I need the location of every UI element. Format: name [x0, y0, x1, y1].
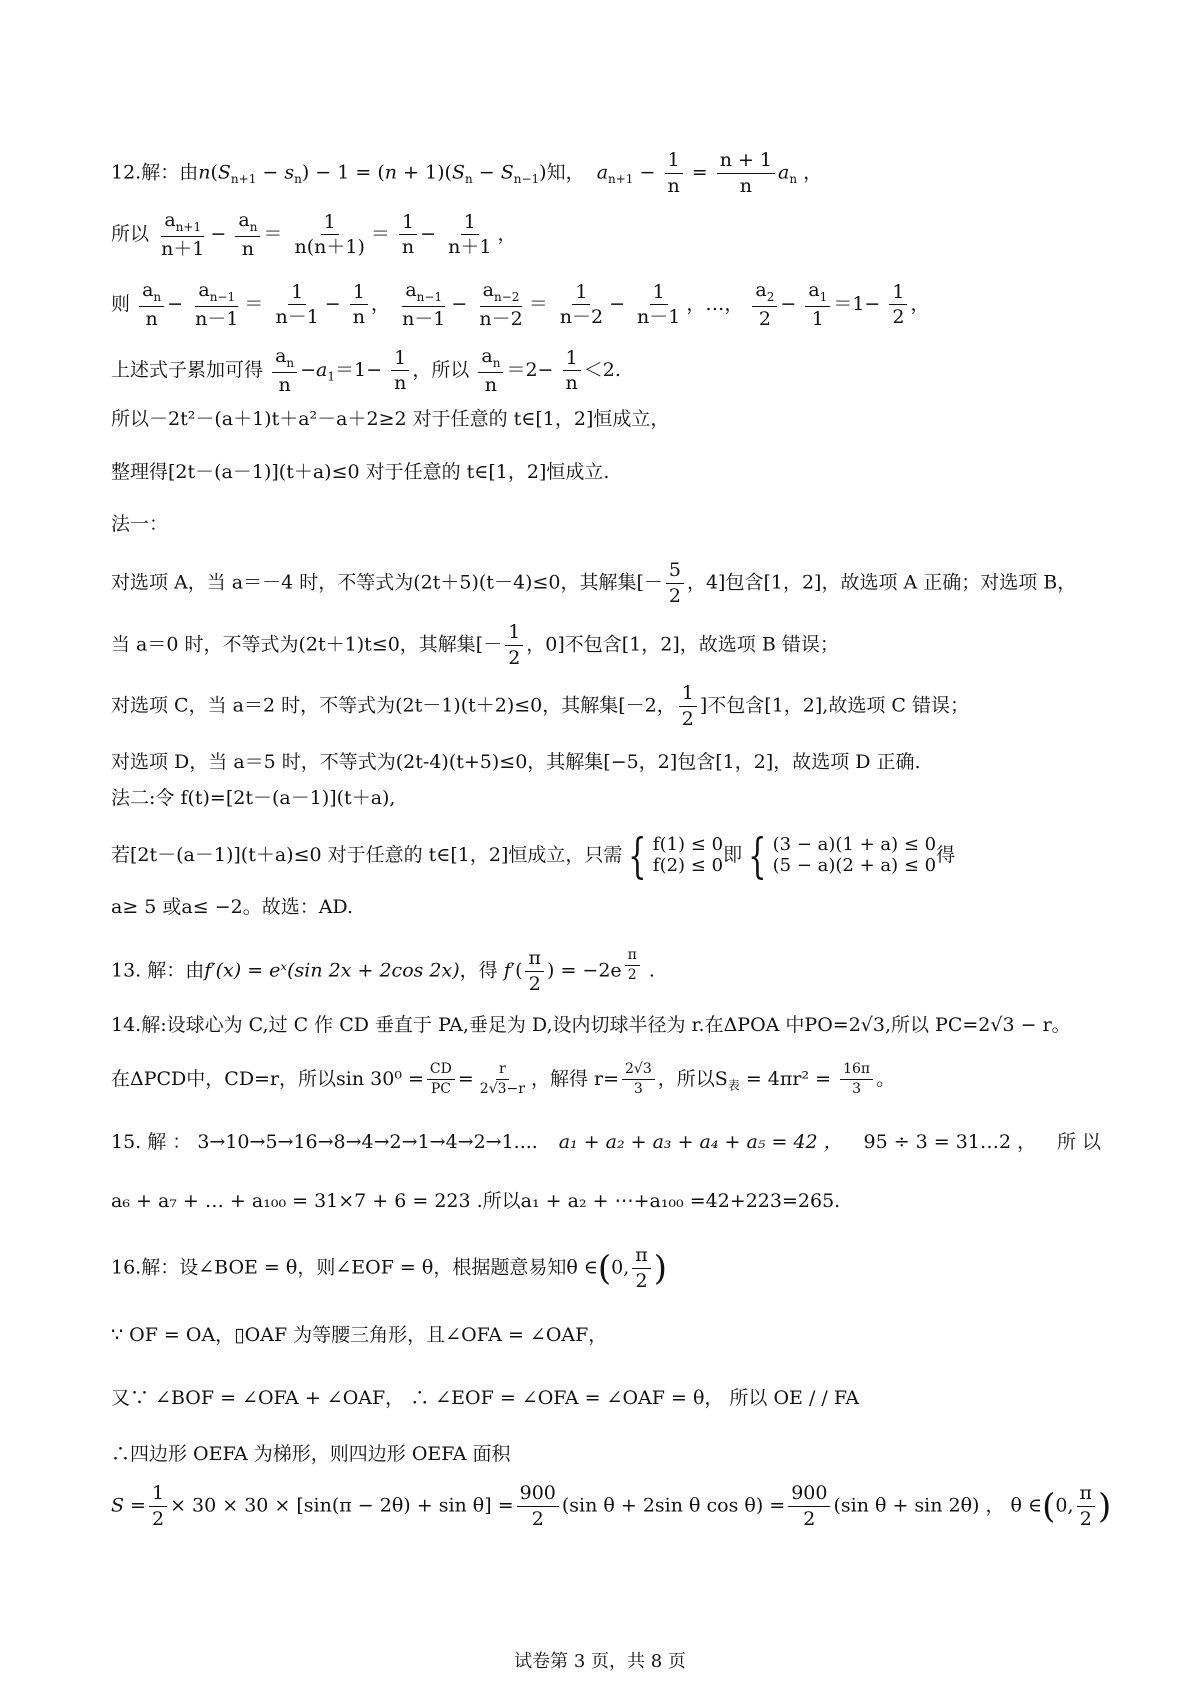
- fraction: $\frac{1}{2}$: [149, 1483, 167, 1530]
- fraction: $\frac{a_n}{n}$: [139, 280, 164, 330]
- solution-12-line-6: 整理得[2t－(a－1)](t＋a)≤0 对于任意的 t∈[1，2]恒成立.: [111, 461, 610, 483]
- solution-16-line-1: 16.解：设∠BOE = θ，则∠EOF = θ，根据题意易知θ ∈(0, $\frac{\pi}{2}$ ): [111, 1244, 668, 1292]
- fraction: $\frac{a_{n-1}}{n-1}$: [402, 279, 446, 330]
- solution-16-area-formula: S = $\frac{1}{2}$ × 30 × 30 × [sin(π − 2θ) + sin θ] = $\frac{900}{2}$ (sin θ + 2sin θ cos θ) = $\frac{900}{2}$ (sin θ + sin 2θ) ， θ ∈(0, $\frac{\pi}{2}$ ): [111, 1482, 1112, 1530]
- option-a-line: 对选项 A，当 a＝－4 时，不等式为(2t＋5)(t－4)≤0，其解集[－ $\frac{5}{2}$ ，4]包含[1，2]，故选项 A 正确；对选项 B，: [111, 559, 1077, 607]
- fraction: $\frac{5}{2}$: [666, 560, 684, 607]
- fraction: $\frac{16\pi}{3}$: [840, 1062, 873, 1098]
- fraction: $\frac{1}{n-1}$: [275, 280, 319, 329]
- solution-16-line-3: 又∵ ∠BOF = ∠OFA + ∠OAF， ∴ ∠EOF = ∠OFA = ∠OAF = θ， 所以 OE / / FA: [111, 1387, 860, 1409]
- fraction: $\frac{a_{n-1}}{n-1}$: [195, 279, 239, 330]
- fraction: $\frac{\pi}{2}$: [1077, 1483, 1096, 1530]
- fraction: $\frac{1}{n}$: [664, 150, 682, 197]
- solution-12-line-2: 所以 $\frac{a_{n+1}}{n+1}$ − $\frac{a_n}{n}$ ＝ $\frac{1}{n(n+1)}$ ＝ $\frac{1}{n}$ − $\frac{1}{n+1}$ ，: [111, 209, 517, 260]
- fraction: $\frac{\pi}{2}$: [525, 948, 544, 995]
- fraction: $\frac{1}{2}$: [889, 282, 907, 329]
- fraction: $\frac{1}{n-1}$: [637, 280, 681, 329]
- method-1-heading: 法一：: [111, 513, 169, 535]
- option-d-line: 对选项 D，当 a＝5 时，不等式为(2t-4)(t+5)≤0，其解集[−5，2]包含[1，2]，故选项 D 正确.: [111, 751, 921, 773]
- fraction: $\frac{1}{n+1}$: [448, 210, 492, 259]
- solution-12-line-5: 所以－2t²－(a＋1)t＋a²－a＋2≥2 对于任意的 t∈[1，2]恒成立，: [111, 408, 670, 430]
- solution-12-line-1: 12.解：由$n(S_{n+1} - s_n) - 1 = (n + 1)(S_n - S_{n-1})$知， $a_{n+1}$ − $\frac{1}{n}$ = $\frac{n + 1}{n}$ $a_n$ ，: [111, 149, 823, 197]
- system-brace: { f(1) ≤ 0 f(2) ≤ 0: [628, 828, 724, 884]
- solution-14-line-1: 14.解:设球心为 C,过 C 作 CD 垂直于 PA,垂足为 D,设内切球半径为 r.在ΔPOA 中PO=2√3,所以 PC=2√3 − r。: [111, 1014, 1071, 1036]
- text: 知，: [546, 161, 585, 184]
- fraction: $\frac{a_n}{n}$: [272, 346, 297, 396]
- solution-16-line-4: ∴四边形 OEFA 为梯形，则四边形 OEFA 面积: [111, 1443, 511, 1465]
- fraction: π 2: [625, 948, 640, 984]
- method-2-answer: a≥ 5 或a≤ −2。故选：AD.: [111, 896, 354, 918]
- fraction: $\frac{r}{2√3-r}$: [479, 1061, 525, 1098]
- fraction: $\frac{a_n}{n}$: [235, 210, 260, 260]
- solution-13-line: 13. 解：由f′(x) = eˣ(sin 2x + 2cos 2x)，得 f′( $\frac{\pi}{2}$ ) = −2e $^{\frac{\pi}{2}}$ .: [111, 947, 655, 996]
- fraction: $\frac{a_{n+1}}{n+1}$: [161, 209, 205, 260]
- fraction: $\frac{a_{n-2}}{n-2}$: [479, 279, 523, 330]
- fraction: $\frac{CD}{PC}$: [427, 1062, 455, 1098]
- solution-15-line-1: 15. 解 ： 3→10→5→16→8→4→2→1→4→2→1.... a₁ + a₂ + a₃ + a₄ + a₅ = 42 ， 95 ÷ 3 = 31…2 ， 所 以: [111, 1131, 1101, 1153]
- fraction: $\frac{\pi}{2}$: [632, 1245, 651, 1292]
- fraction: $\frac{a_1}{1}$: [805, 280, 830, 330]
- fraction: $\frac{1}{2}$: [505, 622, 523, 669]
- solution-12-line-3: 则 $\frac{a_n}{n}$ − $\frac{a_{n-1}}{n-1}$ ＝ $\frac{1}{n-1}$ − $\frac{1}{n}$ ， $\frac{a_{n-1}}{n-1}$ − $\frac{a_{n-2}}{n-2}$ ＝ $\frac{1}{n-2}$ − $\frac{1}{n-1}$ ，…， $\frac{a_2}{2}$ − $\frac{a_1}{1}$ ＝1− $\frac{1}{2}$ ，: [111, 279, 930, 330]
- fraction: $\frac{1}{n}$: [399, 212, 417, 259]
- fraction: $\frac{1}{n}$: [391, 348, 409, 395]
- fraction: $\frac{a_n}{n}$: [478, 346, 503, 396]
- fraction: $\frac{2√3}{3}$: [622, 1062, 655, 1098]
- solution-12-line-4: 上述式子累加可得 $\frac{a_n}{n}$ $-a_1=1-$ $\frac{1}{n}$ ，所以 $\frac{a_n}{n}$ ＝2− $\frac{1}{n}$ ＜2.: [111, 345, 621, 396]
- fraction: $\frac{1}{2}$: [679, 683, 697, 730]
- method-2-condition-line: 若[2t－(a－1)](t＋a)≤0 对于任意的 t∈[1，2]恒成立，只需 { f(1) ≤ 0 f(2) ≤ 0 即 { (3 − a)(1 + a) ≤ 0 (5 − a)(2 + a) ≤ 0 得: [111, 828, 956, 884]
- option-b-line: 当 a＝0 时，不等式为(2t＋1)t≤0，其解集[－ $\frac{1}{2}$ ，0]不包含[1，2]，故选项 B 错误；: [111, 621, 839, 669]
- solution-15-line-2: a₆ + a₇ + … + a₁₀₀ = 31×7 + 6 = 223 .所以a₁ + a₂ + ⋯+a₁₀₀ =42+223=265.: [111, 1190, 841, 1212]
- solution-16-line-2: ∵ OF = OA，▯OAF 为等腰三角形，且∠OFA = ∠OAF，: [111, 1324, 608, 1346]
- fraction: $\frac{a_2}{2}$: [752, 280, 777, 330]
- system-brace: { (3 − a)(1 + a) ≤ 0 (5 − a)(2 + a) ≤ 0: [748, 828, 937, 884]
- option-c-line: 对选项 C，当 a＝2 时，不等式为(2t－1)(t＋2)≤0，其解集[－2， $\frac{1}{2}$ ]不包含[1，2],故选项 C 错误；: [111, 682, 969, 730]
- fraction: $\frac{1}{n(n+1)}$: [294, 210, 365, 259]
- fraction: $\frac{900}{2}$: [517, 1483, 559, 1530]
- solution-14-line-2: 在ΔPCD中，CD=r，所以sin 30⁰ = $\frac{CD}{PC}$ = $\frac{r}{2√3-r}$ ，解得 r= $\frac{2√3}{3}$ ，所以$S_表 = 4\pi r^2$ = $\frac{16\pi}{3}$ 。: [111, 1061, 896, 1098]
- fraction: $\frac{1}{n}$: [350, 282, 368, 329]
- fraction: $\frac{1}{n}$: [563, 348, 581, 395]
- method-2-line: 法二:令 f(t)=[2t－(a－1)](t＋a),: [111, 787, 396, 809]
- page-footer: 试卷第 3 页，共 8 页: [514, 1651, 686, 1672]
- fraction: $\frac{900}{2}$: [788, 1483, 830, 1530]
- text: 12.解：由: [111, 161, 199, 184]
- fraction: $\frac{1}{n-2}$: [559, 280, 604, 329]
- fraction: $\frac{n + 1}{n}$: [717, 150, 775, 197]
